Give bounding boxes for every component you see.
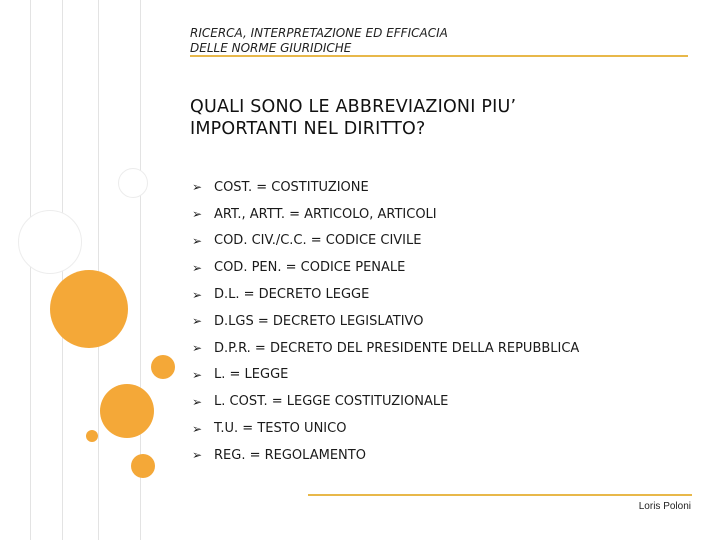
header-line-2: DELLE NORME GIURIDICHE (190, 41, 352, 55)
list-item (192, 174, 692, 201)
decorative-circle-dot (86, 430, 98, 442)
list-item-text: COD. PEN. = CODICE PENALE (214, 260, 406, 276)
slide-header (190, 26, 520, 56)
list-item-text: D.L. = DECRETO LEGGE (214, 287, 370, 303)
decorative-circle-outline (18, 210, 82, 274)
footer-divider (308, 494, 692, 496)
decorative-circle-large (50, 270, 128, 348)
list-item-text: L. COST. = LEGGE COSTITUZIONALE (214, 394, 449, 410)
arrow-bullet-icon: ➢ (192, 448, 203, 463)
list-item (192, 281, 692, 308)
title-line-1: QUALI SONO LE ABBREVIAZIONI PIU’ (190, 97, 517, 117)
arrow-bullet-icon: ➢ (192, 207, 203, 222)
list-item-text: D.P.R. = DECRETO DEL PRESIDENTE DELLA REPUBBLICA (214, 340, 580, 356)
list-item (192, 415, 692, 442)
list-item-text: COST. = COSTITUZIONE (214, 179, 369, 195)
list-item-text: T.U. = TESTO UNICO (214, 421, 347, 437)
header-divider (190, 55, 688, 57)
list-item (192, 442, 692, 469)
header-line-1: RICERCA, INTERPRETAZIONE ED EFFICACIA (190, 26, 448, 40)
list-item (192, 388, 692, 415)
list-item-text: ART., ARTT. = ARTICOLO, ARTICOLI (214, 206, 437, 222)
author-name: Loris Poloni (638, 501, 691, 512)
decorative-line (98, 0, 99, 540)
abbreviation-list (192, 174, 692, 469)
list-item-text: D.LGS = DECRETO LEGISLATIVO (214, 313, 424, 329)
arrow-bullet-icon: ➢ (192, 421, 203, 436)
list-item (192, 362, 692, 389)
list-item (192, 308, 692, 335)
list-item (192, 335, 692, 362)
arrow-bullet-icon: ➢ (192, 367, 203, 382)
list-item-text: COD. CIV./C.C. = CODICE CIVILE (214, 233, 422, 249)
arrow-bullet-icon: ➢ (192, 180, 203, 195)
list-item (192, 254, 692, 281)
decorative-band (0, 0, 182, 540)
arrow-bullet-icon: ➢ (192, 287, 203, 302)
arrow-bullet-icon: ➢ (192, 394, 203, 409)
arrow-bullet-icon: ➢ (192, 260, 203, 275)
arrow-bullet-icon: ➢ (192, 341, 203, 356)
decorative-circle-small (131, 454, 155, 478)
decorative-line (30, 0, 31, 540)
list-item-text: REG. = REGOLAMENTO (214, 447, 366, 463)
list-item (192, 201, 692, 228)
list-item (192, 228, 692, 255)
list-item-text: L. = LEGGE (214, 367, 289, 383)
slide-title (190, 96, 690, 140)
arrow-bullet-icon: ➢ (192, 314, 203, 329)
decorative-circle-outline (118, 168, 148, 198)
decorative-circle-medium (100, 384, 154, 438)
decorative-circle-small (151, 355, 175, 379)
arrow-bullet-icon: ➢ (192, 233, 203, 248)
title-line-2: IMPORTANTI NEL DIRITTO? (190, 119, 426, 139)
